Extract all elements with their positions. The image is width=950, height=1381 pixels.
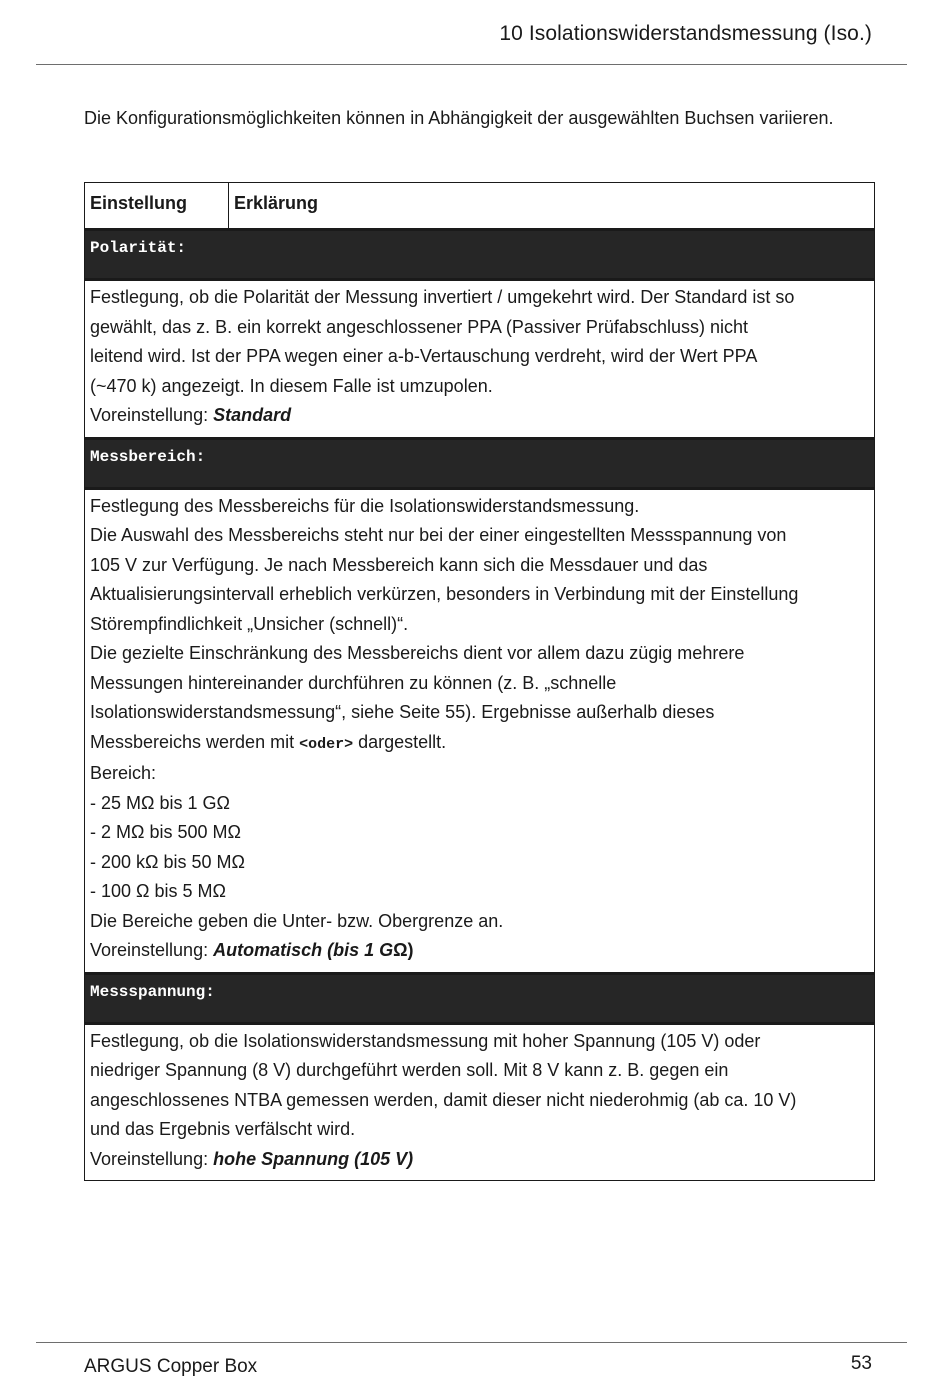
text-line: Störempfindlichkeit „Unsicher (schnell)“.	[90, 613, 409, 634]
column-header-erklaerung: Erklärung	[229, 183, 875, 230]
footer-page-number: 53	[850, 1353, 872, 1374]
range-note: Die Bereiche geben die Unter- bzw. Obergrenze an.	[90, 910, 504, 931]
section-title-polaritaet: Polarität:	[85, 230, 875, 280]
page-header-title: 10 Isolationswiderstandsmessung (Iso.)	[499, 22, 872, 45]
default-label: Voreinstellung:	[90, 940, 214, 960]
text-line: leitend wird. Ist der PPA wegen einer a-b-Vertauschung verdreht, wird der Wert PPA	[90, 346, 758, 366]
section-body-messbereich	[85, 488, 875, 973]
default-setting-line	[90, 401, 869, 431]
range-item: - 100 Ω bis 5 MΩ	[90, 881, 226, 901]
range-item: - 200 kΩ bis 50 MΩ	[90, 851, 245, 872]
footer-divider	[36, 1342, 907, 1343]
section-body-messspannung	[85, 1023, 875, 1181]
range-label: Bereich:	[90, 763, 157, 783]
settings-table	[84, 182, 875, 1181]
text-line: niedriger Spannung (8 V) durchgeführt werden soll. Mit 8 V kann z. B. gegen ein	[90, 1060, 729, 1080]
default-label: Voreinstellung:	[90, 1148, 214, 1169]
text-line: Isolationswiderstandsmessung“, siehe Seite 55). Ergebnisse außerhalb dieses	[90, 702, 715, 722]
section-title-messspannung: Messspannung:	[85, 973, 875, 1023]
intro-paragraph: Die Konfigurationsmöglichkeiten können in Abhängigkeit der ausgewählten Buchsen variieren.	[84, 108, 834, 128]
text-line: Festlegung des Messbereichs für die Isolationswiderstandsmessung.	[90, 495, 640, 516]
section-header-row	[85, 438, 875, 488]
code-line-after: dargestellt.	[353, 731, 447, 752]
text-line: Die gezielte Einschränkung des Messbereichs dient vor allem dazu zügig mehrere	[90, 643, 745, 663]
header-divider	[36, 64, 907, 65]
default-value-suffix: Ω)	[393, 940, 414, 960]
text-line: (~470 k) angezeigt. In diesem Falle ist umzupolen.	[90, 375, 493, 396]
range-item: - 2 MΩ bis 500 MΩ	[90, 822, 241, 842]
default-label: Voreinstellung:	[90, 405, 214, 425]
text-line: Festlegung, ob die Isolationswiderstandsmessung mit hoher Spannung (105 V) oder	[90, 1030, 761, 1051]
text-line-with-code	[90, 728, 869, 760]
section-body-row	[85, 1023, 875, 1181]
section-body-row	[85, 280, 875, 439]
text-line: Festlegung, ob die Polarität der Messung invertiert / umgekehrt wird. Der Standard ist so	[90, 287, 795, 307]
text-line: gewählt, das z. B. ein korrekt angeschlossener PPA (Passiver Prüfabschluss) nicht	[90, 316, 748, 337]
section-body-polaritaet	[85, 280, 875, 439]
default-value: hohe Spannung (105 V)	[213, 1148, 414, 1169]
default-value: Automatisch (bis 1 G	[213, 940, 394, 960]
table-header-row	[85, 183, 875, 230]
text-line: Messungen hintereinander durchführen zu können (z. B. „schnelle	[90, 672, 617, 693]
text-line: angeschlossenes NTBA gemessen werden, damit dieser nicht niederohmig (ab ca. 10 V)	[90, 1089, 797, 1110]
footer-product-name: ARGUS Copper Box	[84, 1356, 258, 1377]
section-header-row	[85, 230, 875, 280]
text-line: 105 V zur Verfügung. Je nach Messbereich kann sich die Messdauer und das	[90, 554, 708, 575]
default-setting-line	[90, 936, 869, 966]
section-body-row	[85, 488, 875, 973]
text-line: Die Auswahl des Messbereichs steht nur bei der einer eingestellten Messspannung von	[90, 525, 787, 545]
default-value: Standard	[213, 405, 292, 425]
text-line: Aktualisierungsintervall erheblich verkürzen, besonders in Verbindung mit der Einstellung	[90, 584, 799, 604]
section-header-row	[85, 973, 875, 1023]
section-title-messbereich: Messbereich:	[85, 438, 875, 488]
default-setting-line	[90, 1145, 869, 1175]
code-line-before: Messbereichs werden mit	[90, 731, 300, 752]
inline-code: <oder>	[299, 735, 354, 753]
column-header-einstellung: Einstellung	[85, 183, 229, 230]
range-item: - 25 MΩ bis 1 GΩ	[90, 792, 230, 813]
text-line: und das Ergebnis verfälscht wird.	[90, 1119, 356, 1139]
